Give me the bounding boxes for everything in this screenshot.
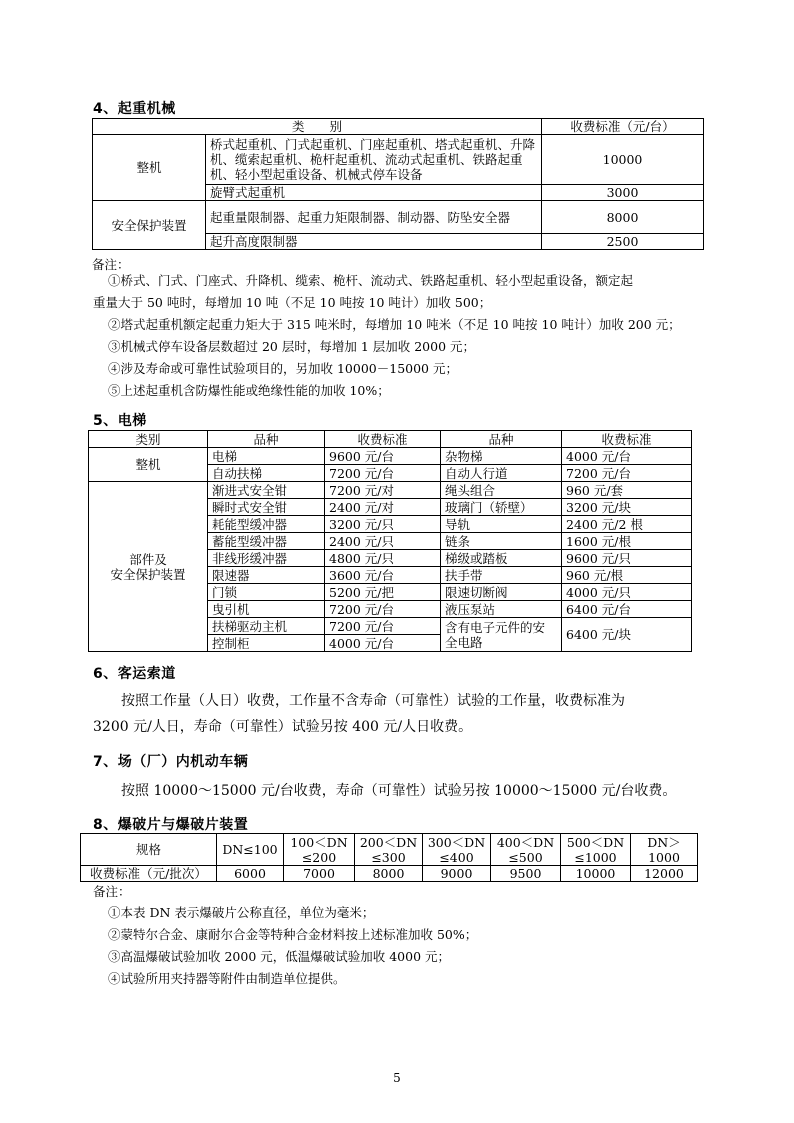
- fee-cell: 960 元/根: [562, 567, 692, 584]
- cranes-note: ④涉及寿命或可靠性试验项目的，另加收 10000－15000 元；: [108, 361, 458, 376]
- section-heading-ropeways: 6、客运索道: [93, 666, 176, 682]
- variety-cell: 绳头组合: [441, 482, 562, 499]
- spec-cell: 100＜DN ≤200: [284, 834, 355, 866]
- header-variety: 品种: [441, 431, 562, 448]
- group-parts-safety: 部件及 安全保护装置: [89, 482, 208, 652]
- variety-cell: 曳引机: [208, 601, 325, 618]
- variety-cell: 渐进式安全钳: [208, 482, 325, 499]
- spec-cell: DN≤100: [217, 834, 284, 866]
- vehicles-text: 按照 10000～15000 元/台收费，寿命（可靠性）试验另按 10000～15000 元/台收费。: [121, 783, 677, 799]
- variety-cell: 杂物梯: [441, 448, 562, 465]
- section-heading-elevators: 5、电梯: [93, 413, 147, 429]
- fee-cell: 2400 元/2 根: [562, 516, 692, 533]
- ropeways-text: 3200 元/人日，寿命（可靠性）试验另按 400 元/人日收费。: [93, 719, 473, 735]
- variety-cell: 蓄能型缓冲器: [208, 533, 325, 550]
- rupture-note: ①本表 DN 表示爆破片公称直径，单位为毫米；: [108, 905, 375, 920]
- variety-cell: 瞬时式安全钳: [208, 499, 325, 516]
- variety-cell: 控制柜: [208, 635, 325, 652]
- fee-cell: 4000 元/只: [562, 584, 692, 601]
- spec-cell: 200＜DN ≤300: [355, 834, 423, 866]
- fee-cell: 9000: [423, 866, 491, 882]
- fee-cell: 9600 元/台: [325, 448, 441, 465]
- fee-cell: 1600 元/根: [562, 533, 692, 550]
- cranes-notes-title: 备注：: [92, 257, 130, 272]
- fee-cell: 12000: [631, 866, 698, 882]
- fee-cell: 9500: [491, 866, 561, 882]
- cranes-note: 重量大于 50 吨时，每增加 10 吨（不足 10 吨按 10 吨计）加收 500；: [93, 295, 492, 310]
- variety-cell: 梯级或踏板: [441, 550, 562, 567]
- fee-cell: 4000 元/台: [562, 448, 692, 465]
- variety-cell: 扶梯驱动主机: [208, 618, 325, 635]
- variety-cell: 液压泵站: [441, 601, 562, 618]
- limiters: 起重量限制器、起重力矩限制器、制动器、防坠安全器: [206, 201, 542, 234]
- header-category: 类 别: [93, 119, 542, 135]
- fee-cell: 2400 元/只: [325, 533, 441, 550]
- fee-cell: 3200 元/只: [325, 516, 441, 533]
- spec-cell: 500＜DN ≤1000: [561, 834, 631, 866]
- variety-cell: 限速器: [208, 567, 325, 584]
- fee-cell: 2400 元/对: [325, 499, 441, 516]
- header-fee: 收费标准: [325, 431, 441, 448]
- cranes-note: ③机械式停车设备层数超过 20 层时，每增加 1 层加收 2000 元；: [108, 339, 476, 354]
- fee-cell: 4000 元/台: [325, 635, 441, 652]
- fee-cell: 5200 元/把: [325, 584, 441, 601]
- fee-cell: 10000: [561, 866, 631, 882]
- variety-cell: 自动扶梯: [208, 465, 325, 482]
- variety-cell: 限速切断阀: [441, 584, 562, 601]
- section-heading-vehicles: 7、场（厂）内机动车辆: [93, 754, 249, 770]
- cranes-note: ②塔式起重机额定起重力矩大于 315 吨米时，每增加 10 吨米（不足 10 吨按 10 吨计）加收 200 元；: [108, 317, 681, 332]
- section-heading-rupture-discs: 8、爆破片与爆破片装置: [93, 817, 249, 833]
- jib-crane: 旋臂式起重机: [206, 185, 542, 201]
- header-fee: 收费标准（元/台）: [542, 119, 704, 135]
- spec-label: 规格: [81, 834, 217, 866]
- group-whole-machine: 整机: [93, 135, 206, 201]
- header-category: 类别: [89, 431, 208, 448]
- rupture-note: ④试验所用夹持器等附件由制造单位提供。: [108, 971, 346, 986]
- fee-label: 收费标准（元/批次）: [81, 866, 217, 882]
- rupture-disc-fee-table: [80, 833, 698, 882]
- cranes-fee-table: [92, 118, 704, 250]
- variety-cell: 扶手带: [441, 567, 562, 584]
- group-whole-machine: 整机: [89, 448, 208, 482]
- variety-cell: 链条: [441, 533, 562, 550]
- cranes-note: ①桥式、门式、门座式、升降机、缆索、桅杆、流动式、铁路起重机、轻小型起重设备，额定起: [108, 273, 634, 288]
- fee-cell: 4800 元/只: [325, 550, 441, 567]
- limiters-fee: 8000: [542, 201, 704, 234]
- section-heading-cranes: 4、起重机械: [93, 101, 176, 117]
- rupture-notes-title: 备注：: [93, 884, 131, 899]
- variety-cell: 耗能型缓冲器: [208, 516, 325, 533]
- fee-cell: 7200 元/台: [562, 465, 692, 482]
- variety-cell: 导轨: [441, 516, 562, 533]
- group-safety-devices: 安全保护装置: [93, 201, 206, 250]
- rupture-note: ③高温爆破试验加收 2000 元，低温爆破试验加收 4000 元；: [108, 949, 451, 964]
- fee-cell: 8000: [355, 866, 423, 882]
- fee-cell: 7000: [284, 866, 355, 882]
- variety-cell: 电梯: [208, 448, 325, 465]
- variety-cell: 自动人行道: [441, 465, 562, 482]
- header-fee: 收费标准: [562, 431, 692, 448]
- fee-cell: 6400 元/块: [562, 618, 692, 652]
- variety-cell: 含有电子元件的安全电路: [441, 618, 562, 652]
- fee-cell: 7200 元/台: [325, 618, 441, 635]
- ropeways-text: 按照工作量（人日）收费，工作量不含寿命（可靠性）试验的工作量，收费标准为: [121, 693, 625, 709]
- height-limiter-fee: 2500: [542, 234, 704, 250]
- spec-cell: 400＜DN ≤500: [491, 834, 561, 866]
- variety-cell: 非线形缓冲器: [208, 550, 325, 567]
- fee-cell: 960 元/套: [562, 482, 692, 499]
- crane-fee: 10000: [542, 135, 704, 185]
- fee-cell: 3200 元/块: [562, 499, 692, 516]
- fee-cell: 6000: [217, 866, 284, 882]
- fee-cell: 7200 元/台: [325, 465, 441, 482]
- fee-cell: 9600 元/只: [562, 550, 692, 567]
- fee-cell: 6400 元/台: [562, 601, 692, 618]
- variety-cell: 玻璃门（轿壁）: [441, 499, 562, 516]
- variety-cell: 门锁: [208, 584, 325, 601]
- fee-cell: 7200 元/台: [325, 601, 441, 618]
- spec-cell: DN＞ 1000: [631, 834, 698, 866]
- height-limiter: 起升高度限制器: [206, 234, 542, 250]
- spec-cell: 300＜DN ≤400: [423, 834, 491, 866]
- elevator-fee-table: [88, 430, 692, 652]
- crane-types: 桥式起重机、门式起重机、门座起重机、塔式起重机、升降机、缆索起重机、桅杆起重机、流动式起重机、铁路起重机、轻小型起重设备、机械式停车设备: [206, 135, 542, 185]
- jib-crane-fee: 3000: [542, 185, 704, 201]
- cranes-note: ⑤上述起重机含防爆性能或绝缘性能的加收 10%；: [108, 383, 390, 398]
- header-variety: 品种: [208, 431, 325, 448]
- fee-cell: 7200 元/对: [325, 482, 441, 499]
- fee-cell: 3600 元/台: [325, 567, 441, 584]
- page-number: 5: [393, 1071, 401, 1085]
- rupture-note: ②蒙特尔合金、康耐尔合金等特种合金材料按上述标准加收 50%；: [108, 927, 478, 942]
